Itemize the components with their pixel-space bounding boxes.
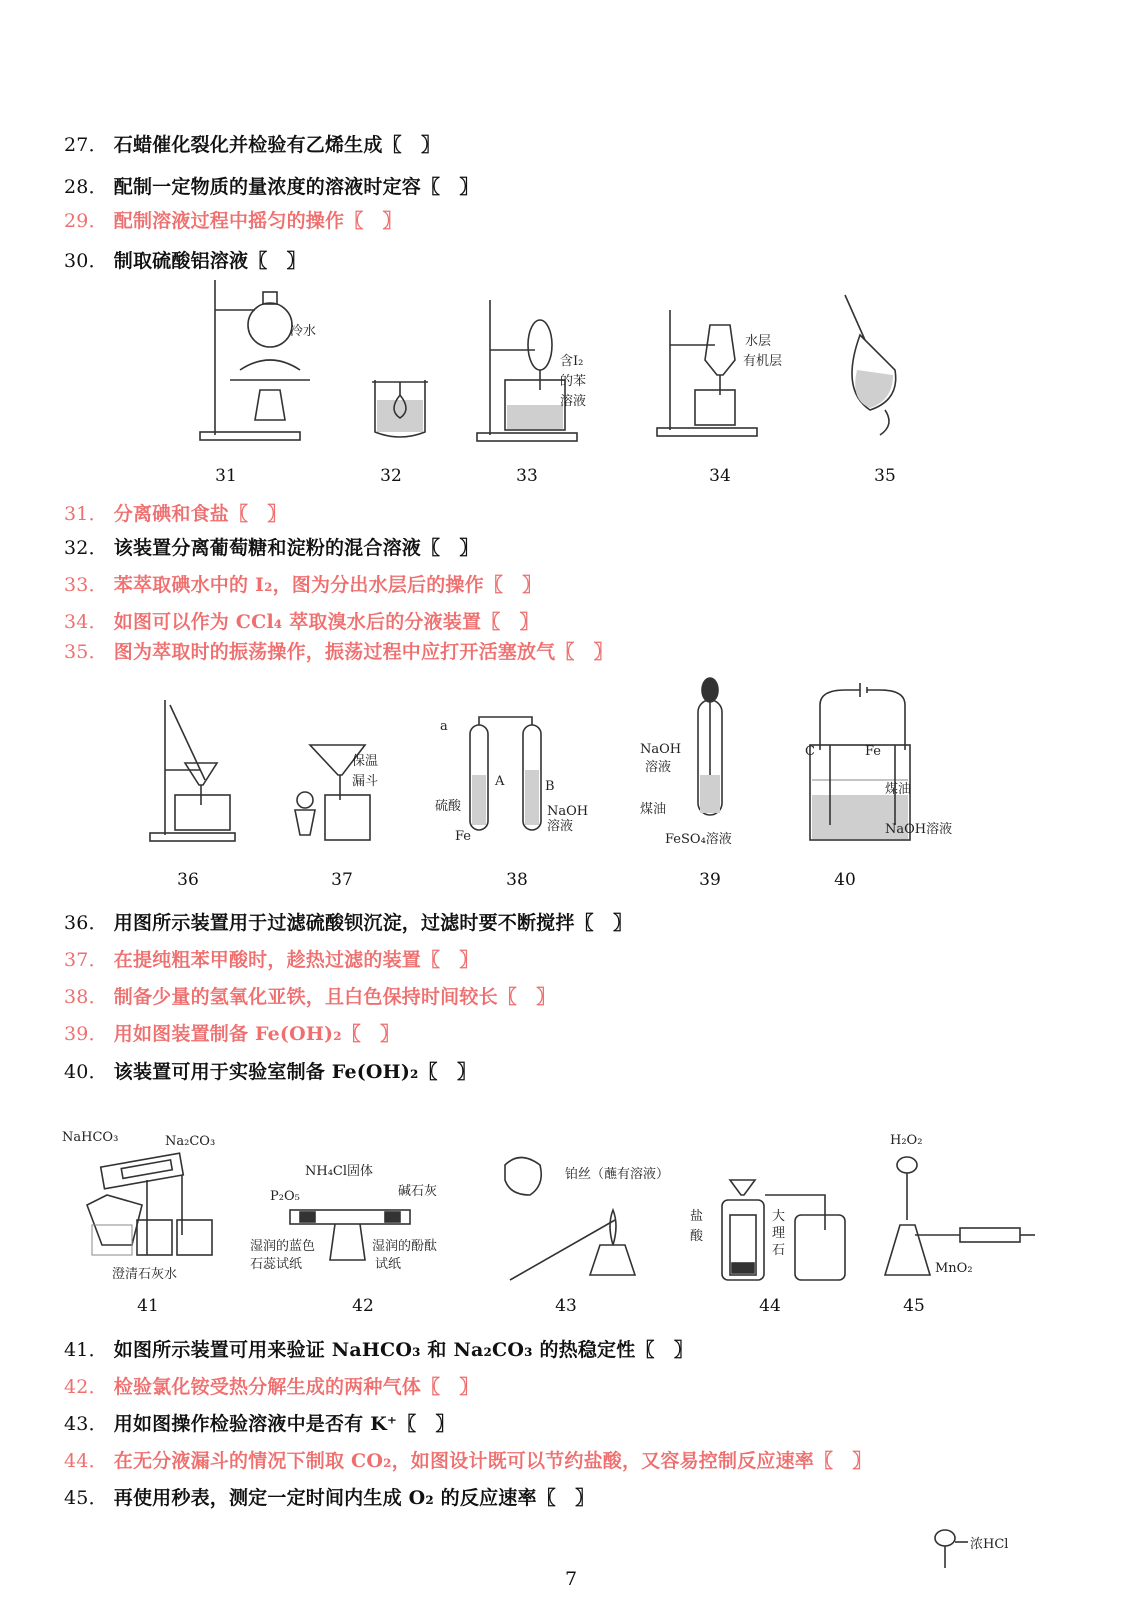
svg-text:NaOH: NaOH [547,804,589,819]
svg-text:盐: 盐 [690,1209,704,1224]
svg-text:石蕊试纸: 石蕊试纸 [250,1257,303,1272]
figure-43-flame-test [495,1150,695,1294]
svg-text:理: 理 [772,1226,786,1241]
svg-text:澄清石灰水: 澄清石灰水 [112,1267,178,1282]
svg-text:NaOH溶液: NaOH溶液 [885,822,953,837]
svg-text:FeSO₄溶液: FeSO₄溶液 [665,832,732,847]
question-28: 28． 配制一定物质的量浓度的溶液时定容〖 〗 [64,176,479,198]
figure-32-dialysis [370,370,440,454]
svg-text:大: 大 [772,1209,786,1224]
caption-44: 44 [759,1296,781,1316]
svg-text:溶液: 溶液 [560,394,587,409]
figure-corner-hcl [930,1520,1040,1574]
caption-34: 34 [709,466,731,486]
svg-text:的苯: 的苯 [560,374,587,389]
svg-text:溶液: 溶液 [547,819,574,834]
svg-text:Fe: Fe [455,829,472,844]
svg-text:煤油: 煤油 [640,802,667,817]
question-43: 43． 用如图操作检验溶液中是否有 K⁺〖 〗 [64,1413,455,1435]
svg-text:C: C [805,744,815,759]
question-29: 29． 配制溶液过程中摇匀的操作〖 〗 [64,210,402,232]
figure-33-separatory [475,295,625,454]
question-32: 32． 该装置分离葡萄糖和淀粉的混合溶液〖 〗 [64,537,479,559]
question-40: 40． 该装置可用于实验室制备 Fe(OH)₂〖 〗 [64,1061,477,1083]
svg-text:酸: 酸 [690,1229,704,1244]
svg-text:Na₂CO₃: Na₂CO₃ [165,1134,216,1149]
page-number: 7 [565,1568,578,1590]
svg-text:漏斗: 漏斗 [352,774,379,789]
question-45: 45． 再使用秒表，测定一定时间内生成 O₂ 的反应速率〖 〗 [64,1487,595,1509]
svg-text:P₂O₅: P₂O₅ [270,1189,300,1204]
figure-37-hot-filter [290,740,400,854]
caption-43: 43 [555,1296,577,1316]
svg-text:溶液: 溶液 [645,760,672,775]
svg-text:湿润的酚酞: 湿润的酚酞 [372,1239,438,1254]
figure-35-shaking [835,290,915,444]
question-27: 27． 石蜡催化裂化并检验有乙烯生成〖 〗 [64,134,441,156]
svg-text:煤油: 煤油 [885,782,912,797]
caption-38: 38 [506,870,528,890]
caption-32: 32 [380,466,402,486]
figure-31-sublimation [195,270,335,454]
question-41: 41． 如图所示装置可用来验证 NaHCO₃ 和 Na₂CO₃ 的热稳定性〖 〗 [64,1339,694,1361]
figure-36-filtration [145,695,245,854]
svg-text:硫酸: 硫酸 [435,799,462,814]
caption-37: 37 [331,870,353,890]
figure-40-electrolysis [805,685,975,854]
caption-40: 40 [834,870,856,890]
figure-39-fe-hydroxide [640,675,770,854]
svg-text:试纸: 试纸 [375,1257,402,1272]
question-38: 38． 制备少量的氢氧化亚铁，且白色保持时间较长〖 〗 [64,986,556,1008]
caption-42: 42 [352,1296,374,1316]
svg-text:NaOH: NaOH [640,742,682,757]
question-34: 34． 如图可以作为 CCl₄ 萃取溴水后的分液装置〖 〗 [64,611,539,633]
svg-text:NH₄Cl固体: NH₄Cl固体 [305,1164,374,1179]
svg-text:a: a [440,719,448,734]
svg-text:浓HCl: 浓HCl [970,1537,1009,1552]
question-33: 33． 苯萃取碘水中的 I₂，图为分出水层后的操作〖 〗 [64,574,542,596]
svg-text:湿润的蓝色: 湿润的蓝色 [250,1239,316,1254]
question-30: 30． 制取硫酸铝溶液〖 〗 [64,250,306,272]
figure-38-fe-hydroxide [435,715,589,849]
svg-text:有机层: 有机层 [743,354,783,369]
caption-33: 33 [516,466,538,486]
figure-34-separatory [655,305,805,449]
svg-text:A: A [495,774,505,789]
question-36: 36． 用图所示装置用于过滤硫酸钡沉淀，过滤时要不断搅拌〖 〗 [64,912,633,934]
question-37: 37． 在提纯粗苯甲酸时，趁热过滤的装置〖 〗 [64,949,479,971]
question-35: 35． 图为萃取时的振荡操作，振荡过程中应打开活塞放气〖 〗 [64,641,613,663]
svg-text:Fe: Fe [865,744,882,759]
figure-45-o2-rate [885,1130,1045,1294]
question-42: 42． 检验氯化铵受热分解生成的两种气体〖 〗 [64,1376,479,1398]
svg-text:B: B [545,779,555,794]
svg-text:铂丝（蘸有溶液）: 铂丝（蘸有溶液） [565,1167,670,1182]
svg-text:NaHCO₃: NaHCO₃ [62,1130,119,1145]
caption-35: 35 [874,466,896,486]
svg-text:含I₂: 含I₂ [560,354,584,369]
svg-text:MnO₂: MnO₂ [935,1261,973,1276]
svg-text:水层: 水层 [745,334,772,349]
question-31: 31． 分离碘和食盐〖 〗 [64,503,287,525]
question-39: 39． 用如图装置制备 Fe(OH)₂〖 〗 [64,1023,400,1045]
caption-36: 36 [177,870,199,890]
question-44: 44． 在无分液漏斗的情况下制取 CO₂，如图设计既可以节约盐酸，又容易控制反应速率〖 〗 [64,1450,872,1472]
figure-41-thermal-stability [62,1125,232,1294]
caption-45: 45 [903,1296,925,1316]
svg-text:冷水: 冷水 [290,324,317,339]
caption-39: 39 [699,870,721,890]
figure-42-nh4cl [250,1160,465,1289]
caption-31: 31 [215,466,237,486]
svg-text:碱石灰: 碱石灰 [398,1184,438,1199]
svg-text:H₂O₂: H₂O₂ [890,1133,923,1148]
svg-text:保温: 保温 [352,754,379,769]
caption-41: 41 [137,1296,159,1316]
figure-44-co2 [690,1175,855,1294]
svg-text:石: 石 [772,1243,786,1258]
